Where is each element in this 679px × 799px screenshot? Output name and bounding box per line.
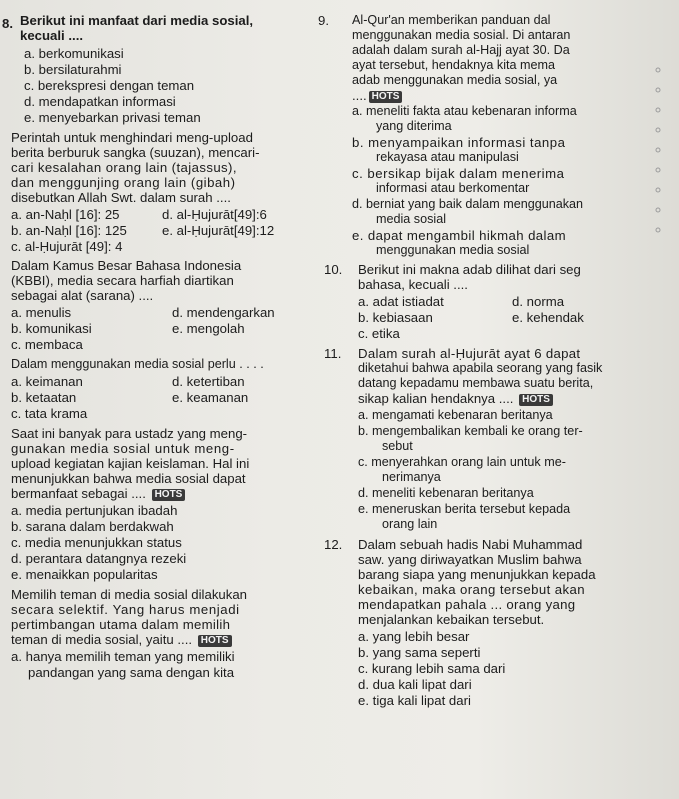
question-text: (KBBI), media secara harfiah diartikan (11, 273, 234, 288)
question-text-line: bermanfaat sebagai .... (11, 486, 146, 501)
question-text: adalah dalam surah al-Hajj ayat 30. Da (352, 43, 570, 57)
answer-option[interactable]: a. meneliti fakta atau kebenaran informa (352, 104, 577, 118)
question-text-line: teman di media sosial, yaitu .... (11, 632, 193, 647)
answer-option[interactable]: b. bersilaturahmi (24, 62, 122, 77)
margin-dot-icon (656, 208, 660, 212)
hots-badge: HOTS (519, 394, 553, 406)
answer-option[interactable]: d. al-Ḥujurāt[49]:6 (162, 207, 267, 222)
margin-dot-icon (656, 148, 660, 152)
question-text: gunakan media sosial untuk meng- (11, 441, 235, 456)
answer-option[interactable]: d. meneliti kebenaran beritanya (358, 486, 534, 500)
question-text: menunjukkan bahwa media sosial dapat (11, 471, 246, 486)
question-number: 11. (324, 346, 342, 361)
answer-option-continued: sebut (382, 439, 413, 453)
question-text (11, 632, 232, 647)
question-text: Al-Qur'an memberikan panduan dal (352, 13, 551, 27)
question-text: berita berburuk sangka (suuzan), mencari- (11, 145, 260, 160)
answer-option[interactable]: d. dua kali lipat dari (358, 677, 472, 692)
answer-option[interactable]: b. menyampaikan informasi tanpa (352, 135, 566, 150)
question-text: kecuali .... (20, 28, 84, 43)
question-text: pertimbangan utama dalam memilih (11, 617, 231, 632)
margin-dot-icon (656, 68, 660, 72)
margin-dot-icon (656, 168, 660, 172)
answer-option[interactable]: a. mengamati kebenaran beritanya (358, 408, 553, 422)
answer-option[interactable]: b. ketaatan (11, 390, 77, 405)
margin-dot-icon (656, 188, 660, 192)
answer-option[interactable]: a. keimanan (11, 374, 83, 389)
question-text: menjalankan kebaikan tersebut. (358, 612, 545, 627)
question-text (358, 277, 468, 292)
answer-option[interactable]: a. yang lebih besar (358, 629, 470, 644)
answer-option-continued: yang diterima (376, 119, 452, 133)
answer-option[interactable]: a. hanya memilih teman yang memiliki (11, 649, 235, 664)
answer-option[interactable]: a. adat istiadat (358, 294, 444, 309)
answer-option[interactable]: c. bersikap bijak dalam menerima (352, 166, 565, 181)
hots-badge: HOTS (198, 635, 232, 647)
question-text: Berikut ini makna adab dilihat dari seg (358, 262, 581, 277)
question-text: disebutkan Allah Swt. dalam surah .... (11, 190, 231, 205)
answer-option[interactable]: e. tiga kali lipat dari (358, 693, 471, 708)
question-text: Dalam sebuah hadis Nabi Muhammad (358, 537, 583, 552)
hots-badge: HOTS (369, 91, 403, 103)
question-number: 8. (2, 16, 13, 31)
answer-option[interactable]: a. an-Naḥl [16]: 25 (11, 207, 120, 222)
question-text: Dalam surah al-Ḥujurāt ayat 6 dapat (358, 346, 581, 361)
answer-option[interactable]: c. membaca (11, 337, 83, 352)
question-text: menggunakan media sosial. Di antaran (352, 28, 571, 42)
margin-dot-icon (656, 88, 660, 92)
answer-option[interactable]: d. ketertiban (172, 374, 245, 389)
answer-option-continued: menggunakan media sosial (376, 243, 530, 257)
answer-option[interactable]: e. kehendak (512, 310, 584, 325)
answer-option[interactable]: d. berniat yang baik dalam menggunakan (352, 197, 584, 211)
answer-option[interactable]: e. dapat mengambil hikmah dalam (352, 228, 566, 243)
answer-option[interactable]: b. komunikasi (11, 321, 92, 336)
question-text: diketahui bahwa apabila seorang yang fasik (358, 361, 603, 375)
hots-badge: HOTS (152, 489, 186, 501)
answer-option[interactable]: a. menulis (11, 305, 72, 320)
answer-option[interactable]: b. mengembalikan kembali ke orang ter- (358, 424, 583, 438)
answer-option[interactable]: d. mendapatkan informasi (24, 94, 176, 109)
answer-option[interactable]: c. al-Ḥujurāt [49]: 4 (11, 239, 123, 254)
question-number: 12. (324, 537, 343, 552)
question-text: dan menggunjing orang lain (gibah) (11, 175, 236, 190)
margin-dot-icon (656, 108, 660, 112)
answer-option-continued: media sosial (376, 212, 446, 226)
answer-option[interactable]: b. yang sama seperti (358, 645, 481, 660)
answer-option[interactable]: e. menyebarkan privasi teman (24, 110, 201, 125)
question-text (11, 486, 185, 501)
question-number: 10. (324, 262, 343, 277)
answer-option-continued: informasi atau berkomentar (376, 181, 530, 195)
question-text: kebaikan, maka orang tersebut akan (358, 582, 585, 597)
answer-option[interactable]: d. mendengarkan (172, 305, 275, 320)
answer-option[interactable]: e. meneruskan berita tersebut kepada (358, 502, 571, 516)
answer-option[interactable]: b. kebiasaan (358, 310, 433, 325)
question-text: adab menggunakan media sosial, ya (352, 73, 558, 87)
question-text-line: bahasa, kecuali .... (358, 277, 468, 292)
question-text: sebagai alat (sarana) .... (11, 288, 154, 303)
question-text (358, 391, 553, 406)
margin-dot-icon (656, 128, 660, 132)
question-text: Saat ini banyak para ustadz yang meng- (11, 426, 248, 441)
question-text: ayat tersebut, hendaknya kita mema (352, 58, 556, 72)
answer-option[interactable]: a. berkomunikasi (24, 46, 124, 61)
answer-option[interactable]: c. media menunjukkan status (11, 535, 182, 550)
answer-option[interactable]: e. mengolah (172, 321, 245, 336)
question-text: cari kesalahan orang lain (tajassus), (11, 160, 237, 175)
answer-option[interactable]: c. berekspresi dengan teman (24, 78, 195, 93)
answer-option[interactable]: c. etika (358, 326, 400, 341)
question-text: Dalam menggunakan media sosial perlu . . . . (11, 357, 264, 371)
question-text: saw. yang diriwayatkan Muslim bahwa (358, 552, 582, 567)
answer-option[interactable]: c. menyerahkan orang lain untuk me- (358, 455, 566, 469)
question-text: Dalam Kamus Besar Bahasa Indonesia (11, 258, 242, 273)
question-text: datang kepadamu membawa suatu berita, (358, 376, 594, 390)
question-text: secara selektif. Yang harus menjadi (11, 602, 240, 617)
answer-option[interactable]: e. keamanan (172, 390, 249, 405)
answer-option-continued: pandangan yang sama dengan kita (28, 665, 235, 680)
question-text: barang siapa yang menunjukkan kepada (358, 567, 596, 582)
margin-dot-icon (656, 228, 660, 232)
question-text: Perintah untuk menghindari meng-upload (11, 130, 253, 145)
question-text-line: .... (352, 88, 367, 103)
question-text: upload kegiatan kajian keislaman. Hal ini (11, 456, 250, 471)
answer-option[interactable]: b. sarana dalam berdakwah (11, 519, 174, 534)
answer-option-continued: nerimanya (382, 470, 441, 484)
question-text: Memilih teman di media sosial dilakukan (11, 587, 248, 602)
margin-decoration (648, 60, 676, 310)
answer-option-continued: rekayasa atau manipulasi (376, 150, 519, 164)
answer-option[interactable]: a. media pertunjukan ibadah (11, 503, 178, 518)
answer-option[interactable]: e. menaikkan popularitas (11, 567, 158, 582)
question-text: Berikut ini manfaat dari media sosial, (20, 13, 254, 28)
answer-option[interactable]: b. an-Naḥl [16]: 125 (11, 223, 127, 238)
answer-option[interactable]: c. kurang lebih sama dari (358, 661, 506, 676)
question-number: 9. (318, 13, 329, 28)
answer-option-continued: orang lain (382, 517, 438, 531)
answer-option[interactable]: d. norma (512, 294, 565, 309)
answer-option[interactable]: e. al-Ḥujurāt[49]:12 (162, 223, 275, 238)
answer-option[interactable]: c. tata krama (11, 406, 88, 421)
question-text: mendapatkan pahala ... orang yang (358, 597, 576, 612)
answer-option[interactable]: d. perantara datangnya rezeki (11, 551, 187, 566)
question-text (352, 88, 402, 103)
question-text-line: sikap kalian hendaknya .... (358, 391, 514, 406)
